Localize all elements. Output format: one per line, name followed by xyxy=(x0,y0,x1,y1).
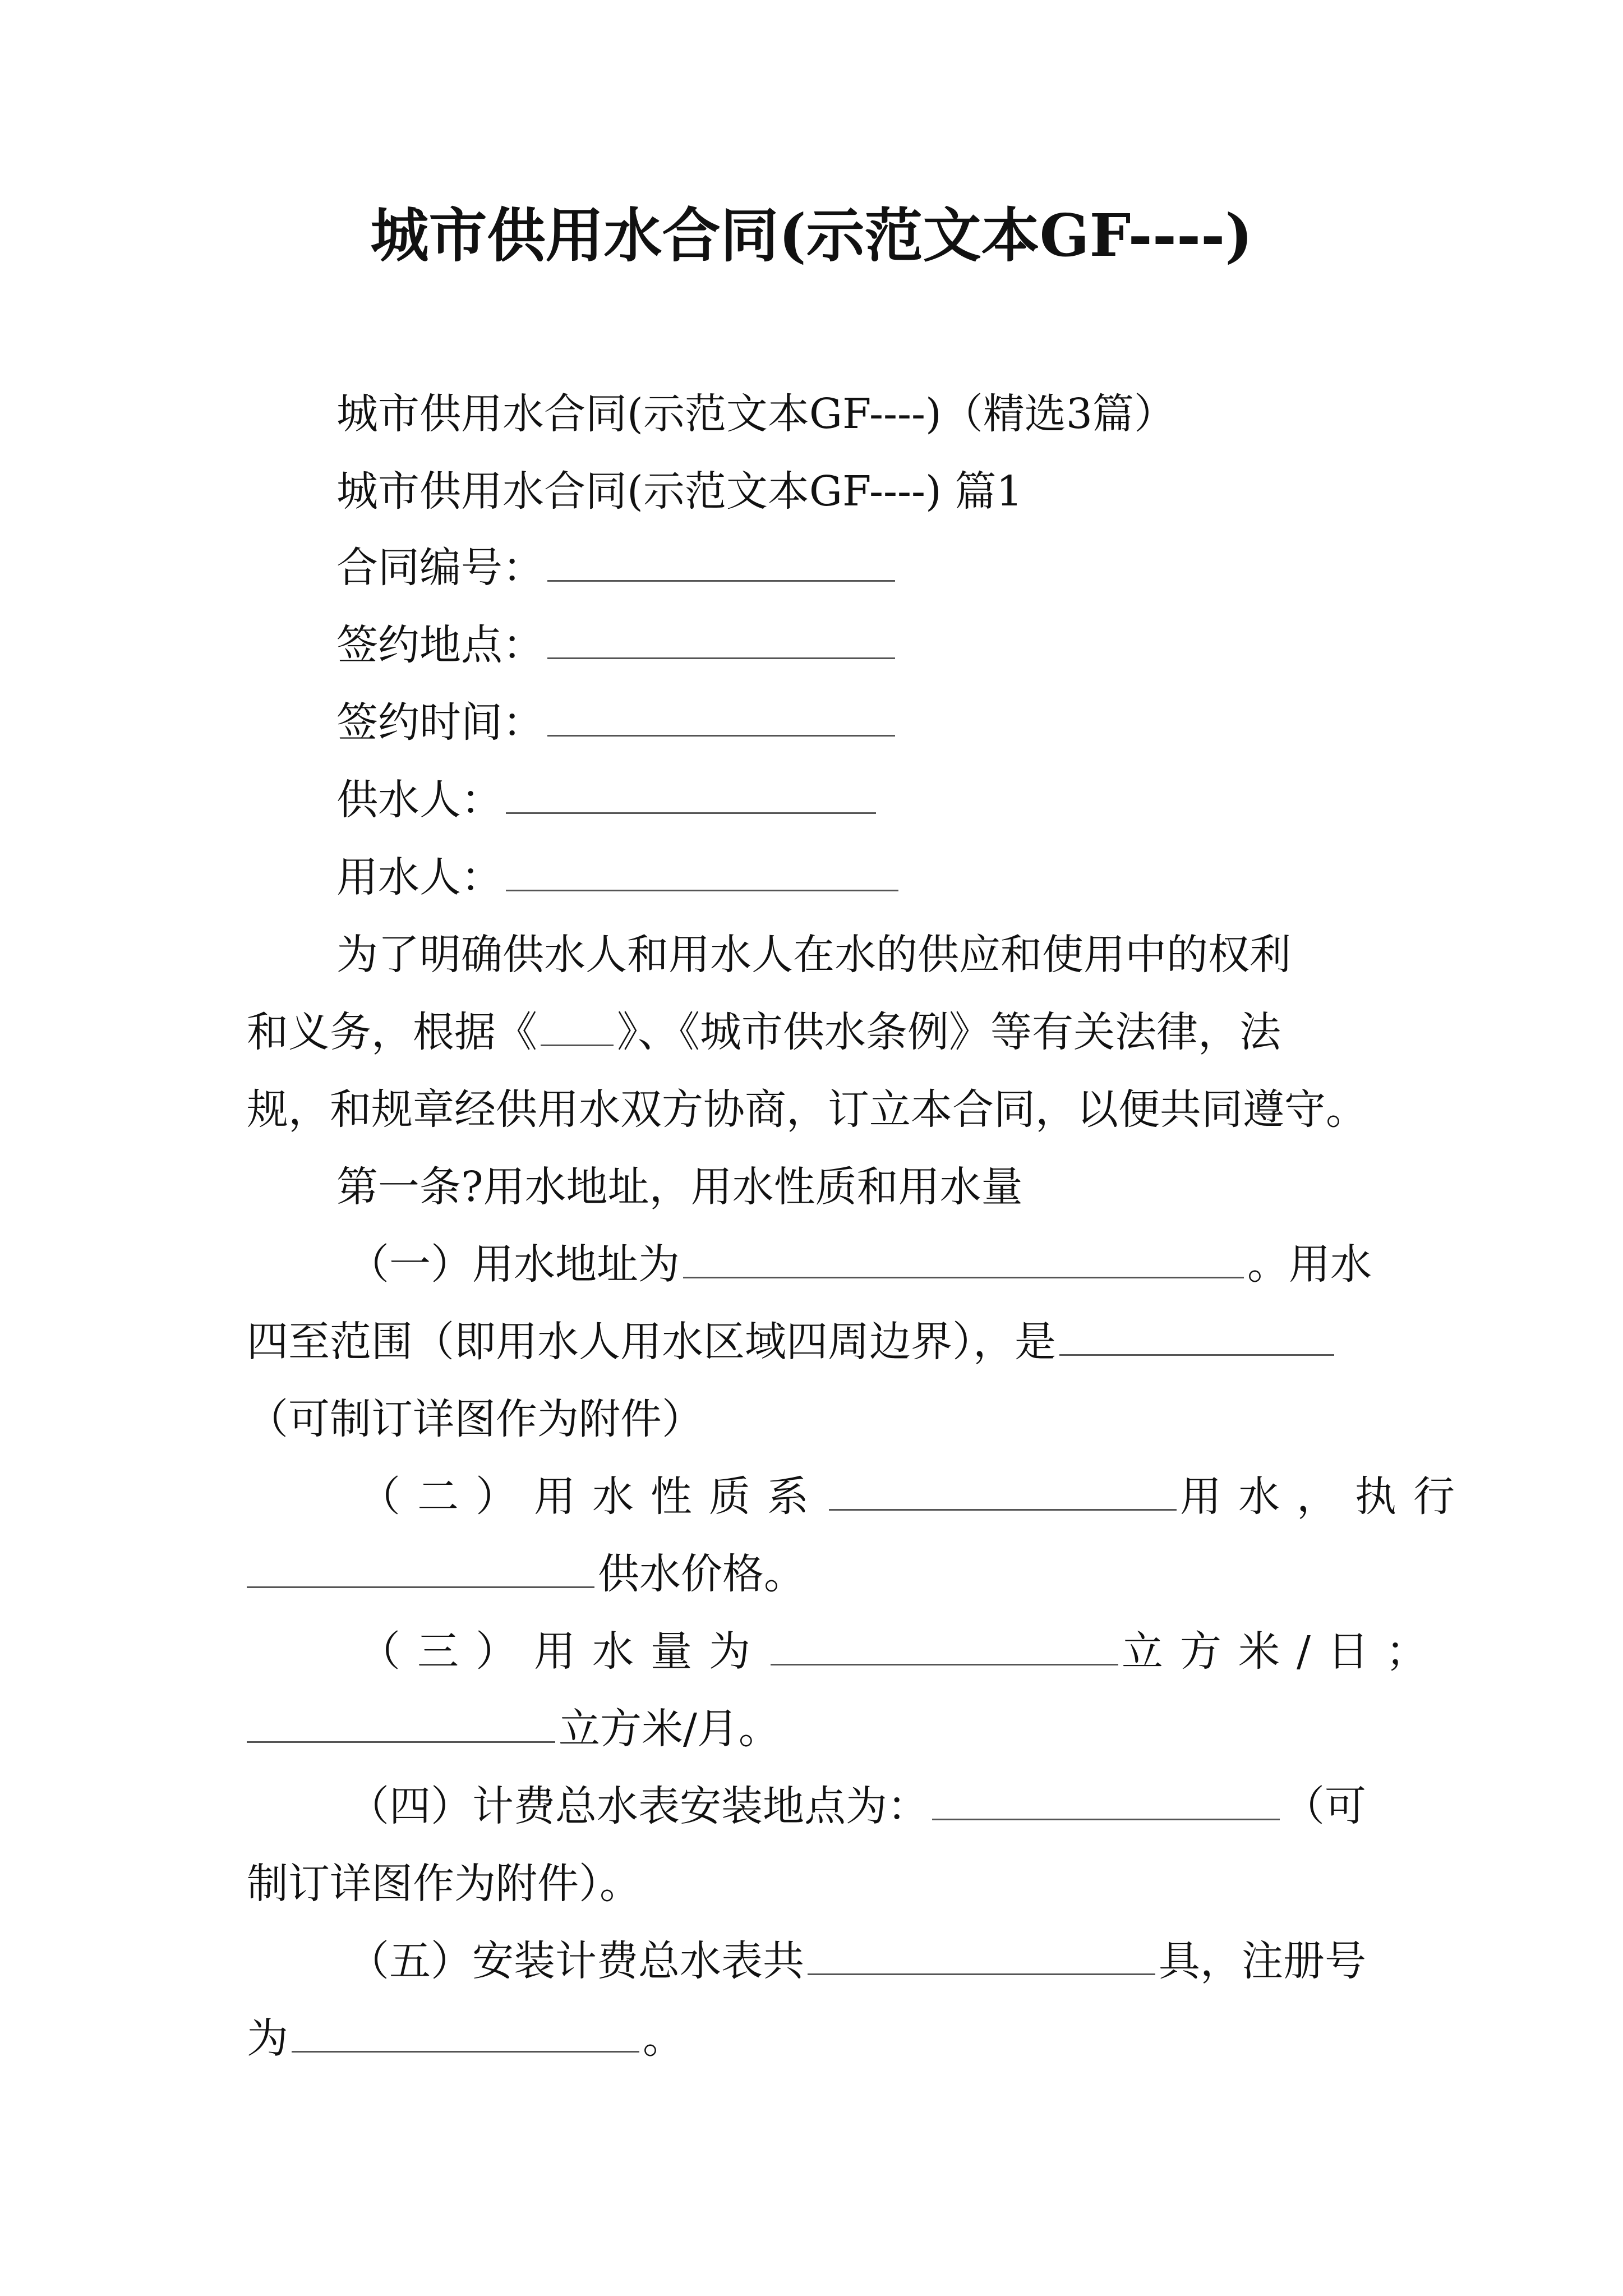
sign-place-blank[interactable] xyxy=(547,625,895,659)
supplier-blank[interactable] xyxy=(506,780,876,814)
address-blank[interactable] xyxy=(683,1244,1244,1278)
user-label: 用水人： xyxy=(336,853,502,901)
item-2-text-a: （二）用水性质系 xyxy=(359,1473,826,1521)
item-5-line-1 xyxy=(348,1933,1366,1989)
sign-place-row xyxy=(336,617,898,673)
document-subtitle: 城市供用水合同(示范文本GF----)（精选3篇） xyxy=(336,390,1175,438)
monthly-volume-blank[interactable] xyxy=(247,1709,555,1743)
item-5-text-a: （五）安装计费总水表共 xyxy=(348,1937,804,1985)
sign-place-label: 签约地点： xyxy=(336,621,544,669)
intro-line-1: 为了明确供水人和用水人在水的供应和使用中的权利 xyxy=(336,931,1291,979)
item-5-text-d: 。 xyxy=(643,2014,684,2063)
sign-time-label: 签约时间： xyxy=(336,698,544,747)
intro-line-3: 规，和规章经供用水双方协商，订立本合同，以便共同遵守。 xyxy=(247,1085,1367,1134)
item-4-text-b: （可 xyxy=(1283,1782,1366,1830)
item-4-line-1 xyxy=(348,1778,1366,1834)
item-3-text-b: 立方米/日； xyxy=(1122,1627,1444,1676)
item-1-text-b: 。用水 xyxy=(1247,1240,1372,1289)
item-2-text-b: 用水，执行 xyxy=(1180,1473,1472,1521)
contract-no-label: 合同编号： xyxy=(336,544,544,592)
law-name-blank[interactable] xyxy=(541,1012,614,1046)
item-1-line-3: （可制订详图作为附件） xyxy=(247,1395,703,1443)
document-title: 城市供用水合同(示范文本GF----) xyxy=(370,201,1253,270)
usage-type-blank[interactable] xyxy=(829,1476,1177,1511)
user-blank[interactable] xyxy=(506,857,898,891)
price-blank[interactable] xyxy=(247,1554,594,1588)
boundary-blank[interactable] xyxy=(1059,1322,1334,1356)
daily-volume-blank[interactable] xyxy=(771,1631,1118,1665)
user-row xyxy=(336,849,902,905)
item-2-line-1 xyxy=(359,1469,1472,1525)
item-4-line-2: 制订详图作为附件）。 xyxy=(247,1860,641,1908)
meter-count-blank[interactable] xyxy=(808,1941,1155,1975)
sign-time-blank[interactable] xyxy=(547,702,895,737)
item-3-line-2 xyxy=(247,1701,780,1757)
item-5-text-b: 具，注册号 xyxy=(1159,1937,1366,1985)
item-5-text-c: 为 xyxy=(247,2014,288,2063)
meter-location-blank[interactable] xyxy=(932,1786,1280,1820)
item-1-text-c: 四至范围（即用水人用水区域四周边界），是 xyxy=(247,1318,1056,1366)
item-5-line-2 xyxy=(247,2010,684,2067)
contract-no-blank[interactable] xyxy=(547,547,895,582)
intro-text-a: 和义务，根据《 xyxy=(247,1008,537,1056)
article-1-title: 第一条?用水地址，用水性质和用水量 xyxy=(336,1163,1023,1211)
supplier-row xyxy=(336,772,879,828)
sign-time-row xyxy=(336,694,898,751)
item-1-line-1 xyxy=(348,1236,1372,1292)
intro-line-2 xyxy=(247,1004,1281,1060)
section-heading: 城市供用水合同(示范文本GF----) 篇1 xyxy=(336,467,1023,516)
item-1-line-2 xyxy=(247,1314,1338,1370)
item-3-text-c: 立方米/月。 xyxy=(559,1705,780,1753)
item-3-text-a: （三）用水量为 xyxy=(359,1627,767,1676)
intro-text-b: 》、《城市供水条例》等有关法律，法 xyxy=(617,1008,1281,1056)
item-3-line-1 xyxy=(359,1623,1444,1680)
contract-no-row xyxy=(336,540,898,596)
registration-no-blank[interactable] xyxy=(292,2018,639,2053)
item-2-text-c: 供水价格。 xyxy=(598,1550,805,1598)
item-4-text-a: （四）计费总水表安装地点为： xyxy=(348,1782,929,1830)
item-1-text-a: （一）用水地址为 xyxy=(348,1240,680,1289)
item-2-line-2 xyxy=(247,1546,805,1602)
supplier-label: 供水人： xyxy=(336,776,502,824)
